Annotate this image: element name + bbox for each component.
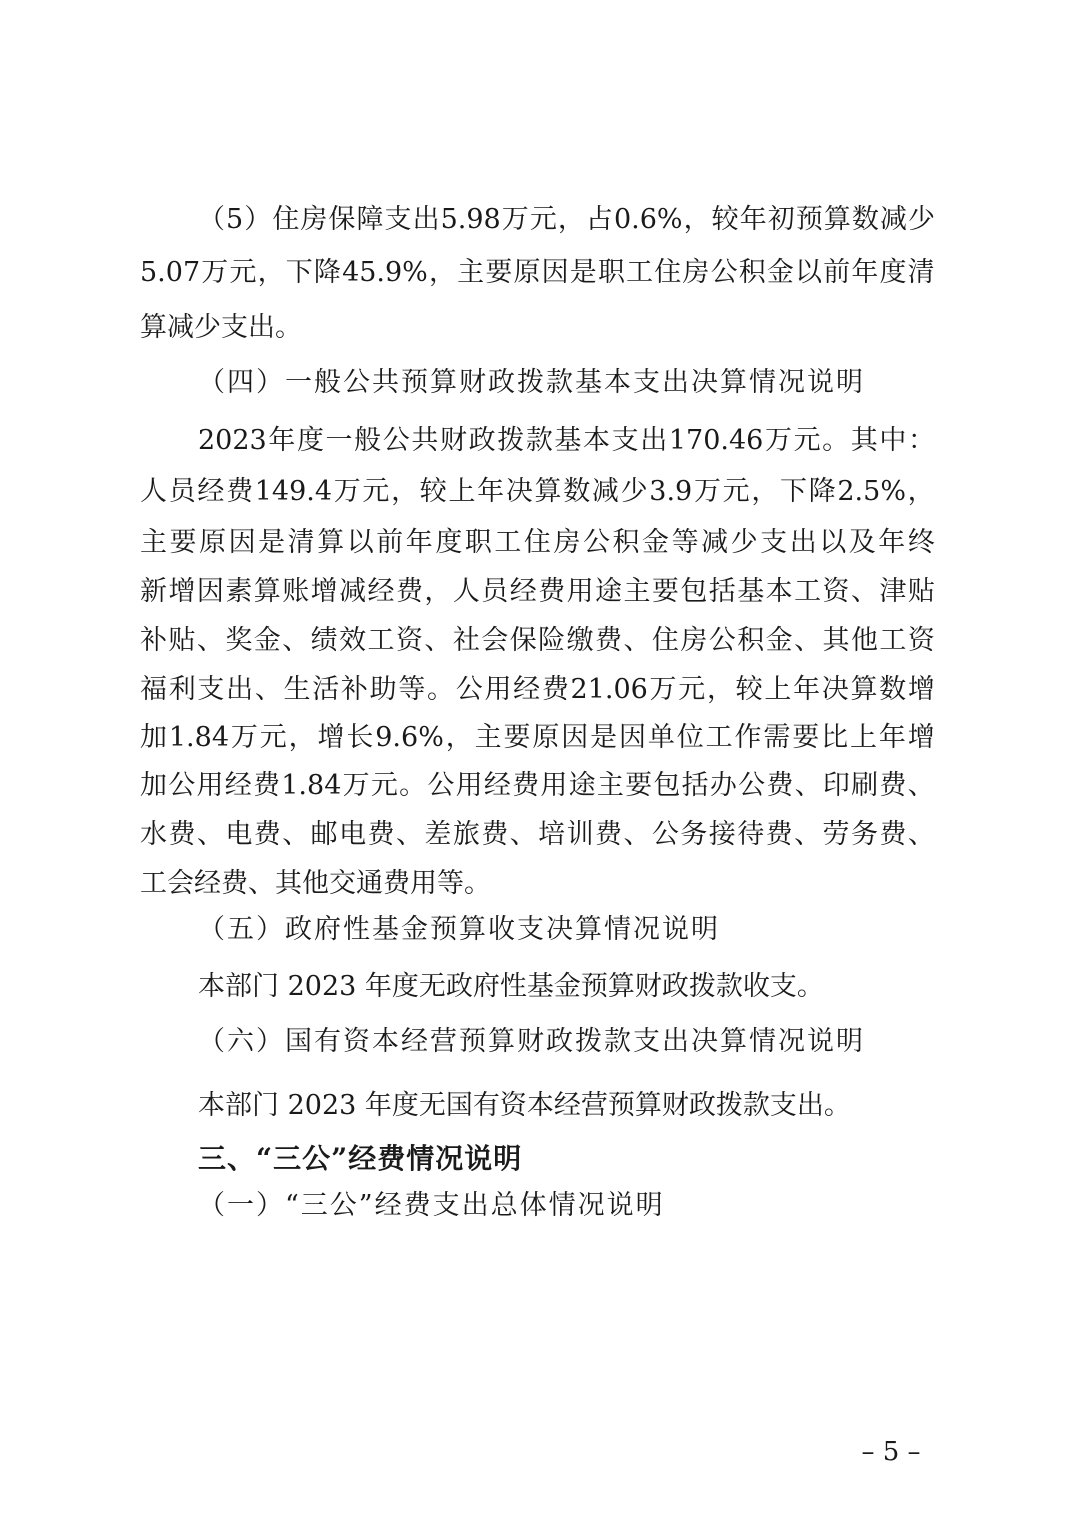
page-number: – 5 – — [861, 1437, 921, 1467]
paragraph-line: 加 1.84 万 元 ， 增 长 9.6% ， 主 要 原 因 是 因 单 位 工 作 需 要 比 上 年 增 — [140, 722, 935, 753]
paragraph-line: 水 费 、 电 费 、 邮 电 费 、 差 旅 费 、 培 训 费 、 公 务 接 待 费 、 劳 务 费 、 — [140, 819, 935, 850]
paragraph-line: 工会经费、其他交通费用等。 — [140, 868, 491, 899]
section-heading: （六）国有资本经营预算财政拨款支出决算情况说明 — [198, 1026, 865, 1057]
section-heading: （一）“三公”经费支出总体情况说明 — [198, 1190, 665, 1221]
paragraph-line: 本部门 2023 年度无国有资本经营预算财政拨款支出。 — [198, 1090, 851, 1121]
paragraph-line: 算减少支出。 — [140, 312, 302, 343]
paragraph-line: 5.07 万 元 ， 下 降 45.9% ， 主 要 原 因 是 职 工 住 房 公 积 金 以 前 年 度 清 — [140, 257, 935, 288]
paragraph-line: 新 增 因 素 算 账 增 减 经 费 ， 人 员 经 费 用 途 主 要 包 括 基 本 工 资 、 津 贴 — [140, 576, 935, 607]
paragraph-line: 福 利 支 出 、 生 活 补 助 等 。 公 用 经 费 21.06 万 元 ， 较 上 年 决 算 数 增 — [140, 674, 935, 705]
paragraph-line: （ 5 ） 住 房 保 障 支 出 5.98 万 元 ， 占 0.6% ， 较 年 初 预 算 数 减 少 — [198, 204, 935, 235]
section-heading: （四）一般公共预算财政拨款基本支出决算情况说明 — [198, 367, 865, 398]
chapter-heading: 三、“三公”经费情况说明 — [198, 1142, 523, 1175]
paragraph-line: 补 贴 、 奖 金 、 绩 效 工 资 、 社 会 保 险 缴 费 、 住 房 公 积 金 、 其 他 工 资 — [140, 625, 935, 656]
paragraph-line: 2023 年 度 一 般 公 共 财 政 拨 款 基 本 支 出 170.46 万 元 。 其 中 ： — [198, 425, 935, 456]
paragraph-line: 加 公 用 经 费 1.84 万 元 。 公 用 经 费 用 途 主 要 包 括 办 公 费 、 印 刷 费 、 — [140, 770, 935, 801]
paragraph-line: 主 要 原 因 是 清 算 以 前 年 度 职 工 住 房 公 积 金 等 减 少 支 出 以 及 年 终 — [140, 527, 935, 558]
paragraph-line: 本部门 2023 年度无政府性基金预算财政拨款收支。 — [198, 971, 824, 1002]
paragraph-line: 人 员 经 费 149.4 万 元 ， 较 上 年 决 算 数 减 少 3.9 万 元 ， 下 降 2.5% ， — [140, 476, 935, 507]
section-heading: （五）政府性基金预算收支决算情况说明 — [198, 914, 720, 945]
